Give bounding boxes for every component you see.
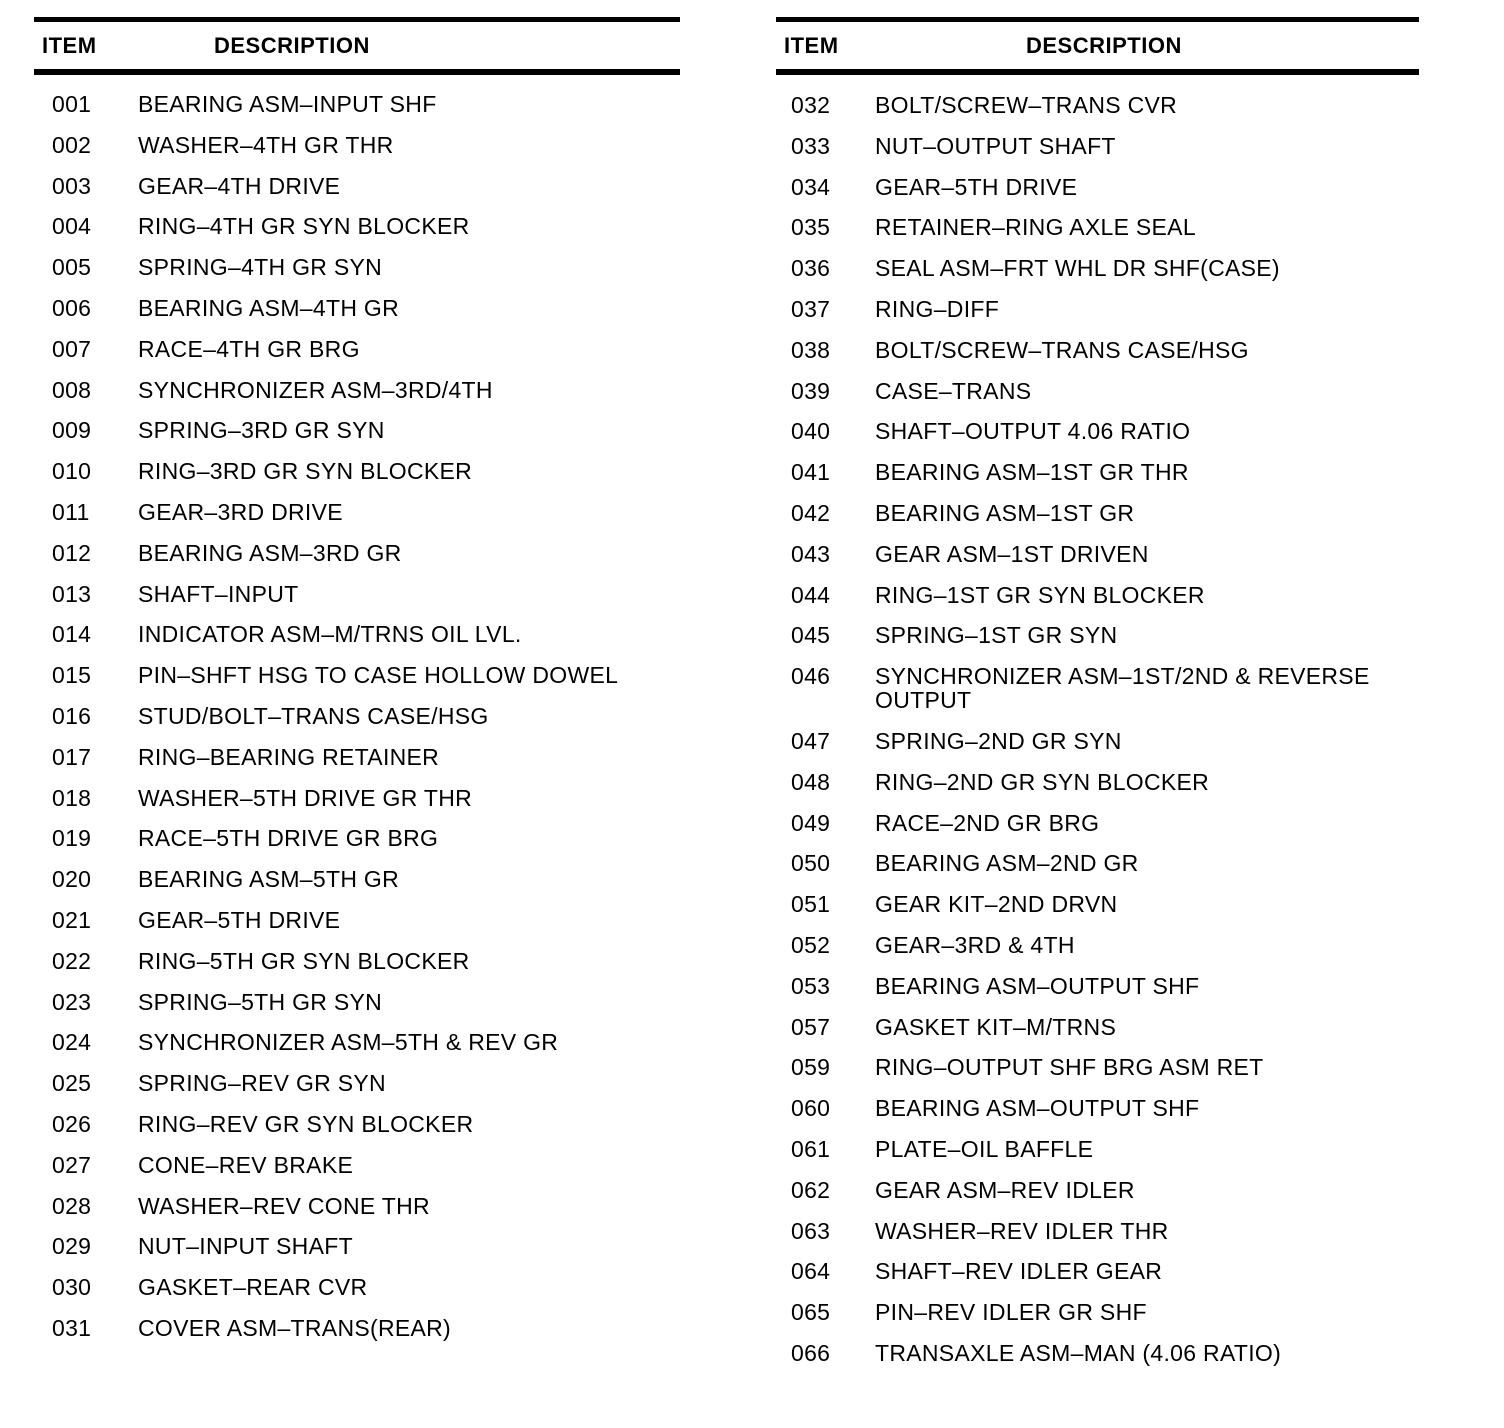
- table-top-rule: [34, 17, 680, 22]
- item-description: RACE–2ND GR BRG: [875, 809, 1100, 836]
- table-row: [776, 1219, 1419, 1243]
- item-number: 020: [52, 866, 92, 893]
- item-column-header: ITEM: [784, 33, 839, 58]
- table-row: [776, 297, 1419, 321]
- item-number: 040: [791, 418, 831, 445]
- item-description: SPRING–4TH GR SYN: [138, 254, 383, 281]
- table-row: [776, 933, 1419, 957]
- item-description: CASE–TRANS: [875, 377, 1032, 404]
- item-number: 014: [52, 621, 92, 648]
- item-number: 045: [791, 622, 831, 649]
- item-description: COVER ASM–TRANS(REAR): [138, 1314, 452, 1341]
- item-description: BEARING ASM–1ST GR THR: [875, 459, 1189, 486]
- table-row: [34, 1194, 680, 1218]
- item-description: GEAR–5TH DRIVE: [138, 906, 341, 933]
- table-row: [776, 974, 1419, 998]
- table-row: [776, 851, 1419, 875]
- table-row: [776, 1259, 1419, 1283]
- item-description: WASHER–REV IDLER THR: [875, 1217, 1169, 1244]
- item-number: 010: [52, 458, 92, 485]
- table-row: [34, 378, 680, 402]
- item-number: 047: [791, 727, 831, 754]
- table-row: [776, 542, 1419, 566]
- item-number: 035: [791, 214, 831, 241]
- item-number: 032: [791, 92, 831, 118]
- item-description: BEARING ASM–1ST GR: [875, 499, 1135, 526]
- item-number: 018: [52, 784, 92, 811]
- table-row: [34, 990, 680, 1014]
- item-number: 063: [791, 1217, 831, 1244]
- table-row: [34, 1234, 680, 1258]
- item-number: 029: [52, 1233, 92, 1260]
- table-row: [776, 1341, 1419, 1365]
- item-number: 012: [52, 539, 92, 566]
- item-number: 022: [52, 947, 92, 974]
- item-description: SHAFT–REV IDLER GEAR: [875, 1258, 1163, 1285]
- item-description: RING–5TH GR SYN BLOCKER: [138, 947, 470, 974]
- item-number: 064: [791, 1258, 831, 1285]
- table-top-rule: [776, 17, 1419, 22]
- table-row: [34, 1071, 680, 1095]
- item-number: 007: [52, 335, 92, 362]
- item-description: SYNCHRONIZER ASM–1ST/2ND & REVERSE OUTPUT: [875, 663, 1377, 714]
- table-row: [776, 1137, 1419, 1161]
- item-description: GEAR–5TH DRIVE: [875, 173, 1078, 200]
- table-row: [34, 541, 680, 565]
- item-number: 061: [791, 1135, 831, 1162]
- item-number: 021: [52, 906, 92, 933]
- item-number: 002: [52, 131, 92, 158]
- item-number: 050: [791, 850, 831, 877]
- item-description: RING–4TH GR SYN BLOCKER: [138, 213, 470, 240]
- item-number: 016: [52, 702, 92, 729]
- parts-list-left: [34, 92, 680, 1357]
- item-number: 015: [52, 662, 92, 689]
- item-description: RACE–4TH GR BRG: [138, 335, 360, 362]
- item-description: RETAINER–RING AXLE SEAL: [875, 214, 1196, 241]
- table-row: [776, 892, 1419, 916]
- item-description: RACE–5TH DRIVE GR BRG: [138, 825, 439, 852]
- item-number: 037: [791, 295, 831, 322]
- table-row: [34, 174, 680, 198]
- table-row: [34, 1112, 680, 1136]
- item-number: 065: [791, 1299, 831, 1326]
- item-number: 006: [52, 294, 92, 321]
- table-row: [34, 1275, 680, 1299]
- item-number: 046: [791, 663, 831, 690]
- table-row: [34, 337, 680, 361]
- table-row: [34, 745, 680, 769]
- item-number: 025: [52, 1070, 92, 1097]
- item-number: 062: [791, 1176, 831, 1203]
- item-description: RING–2ND GR SYN BLOCKER: [875, 768, 1210, 795]
- table-row: [776, 256, 1419, 280]
- item-number: 031: [52, 1314, 92, 1341]
- item-description: SEAL ASM–FRT WHL DR SHF(CASE): [875, 255, 1280, 282]
- table-row: [776, 664, 1419, 712]
- item-number: 019: [52, 825, 92, 852]
- item-description: GASKET KIT–M/TRNS: [875, 1013, 1117, 1040]
- item-number: 005: [52, 254, 92, 281]
- table-row: [34, 1030, 680, 1054]
- description-column-header: DESCRIPTION: [1026, 33, 1182, 58]
- table-row: [34, 133, 680, 157]
- item-description: BEARING ASM–INPUT SHF: [138, 91, 437, 117]
- item-description: NUT–OUTPUT SHAFT: [875, 132, 1116, 159]
- table-row: [34, 296, 680, 320]
- item-description: SHAFT–OUTPUT 4.06 RATIO: [875, 418, 1191, 445]
- item-number: 036: [791, 255, 831, 282]
- item-number: 026: [52, 1110, 92, 1137]
- item-number: 011: [52, 498, 90, 525]
- item-description: SHAFT–INPUT: [138, 580, 299, 607]
- item-description: GEAR KIT–2ND DRVN: [875, 891, 1118, 918]
- item-description: RING–DIFF: [875, 295, 1000, 322]
- item-description: BEARING ASM–2ND GR: [875, 850, 1139, 877]
- item-description: SYNCHRONIZER ASM–3RD/4TH: [138, 376, 493, 403]
- item-number: 041: [791, 459, 831, 486]
- table-row: [776, 623, 1419, 647]
- header-bottom-rule: [776, 69, 1419, 75]
- table-row: [34, 500, 680, 524]
- table-row: [34, 1316, 680, 1340]
- table-row: [34, 622, 680, 646]
- item-description: BOLT/SCREW–TRANS CVR: [875, 92, 1178, 118]
- table-row: [776, 1096, 1419, 1120]
- item-number: 039: [791, 377, 831, 404]
- item-number: 009: [52, 417, 92, 444]
- item-number: 017: [52, 743, 92, 770]
- table-row: [34, 255, 680, 279]
- item-description: TRANSAXLE ASM–MAN (4.06 RATIO): [875, 1339, 1282, 1366]
- item-number: 043: [791, 540, 831, 567]
- item-description: BEARING ASM–4TH GR: [138, 294, 400, 321]
- item-description: INDICATOR ASM–M/TRNS OIL LVL.: [138, 621, 522, 648]
- item-description: CONE–REV BRAKE: [138, 1151, 354, 1178]
- table-row: [34, 663, 680, 687]
- table-row: [34, 867, 680, 891]
- table-row: [776, 379, 1419, 403]
- item-number: 044: [791, 581, 831, 608]
- table-row: [776, 93, 1419, 117]
- item-description: PIN–SHFT HSG TO CASE HOLLOW DOWEL: [138, 662, 619, 689]
- item-description: GEAR–3RD DRIVE: [138, 498, 343, 525]
- table-row: [776, 1178, 1419, 1202]
- item-description: BEARING ASM–OUTPUT SHF: [875, 1095, 1200, 1122]
- table-row: [776, 460, 1419, 484]
- item-description: SPRING–5TH GR SYN: [138, 988, 383, 1015]
- parts-list-right: [776, 93, 1419, 1382]
- item-number: 004: [52, 213, 92, 240]
- table-row: [776, 338, 1419, 362]
- item-number: 049: [791, 809, 831, 836]
- table-row: [776, 501, 1419, 525]
- item-description: SPRING–REV GR SYN: [138, 1070, 386, 1097]
- item-number: 033: [791, 132, 831, 159]
- item-number: 008: [52, 376, 92, 403]
- item-number: 042: [791, 499, 831, 526]
- item-number: 059: [791, 1054, 831, 1081]
- item-number: 052: [791, 931, 831, 958]
- table-row: [776, 729, 1419, 753]
- item-number: 023: [52, 988, 92, 1015]
- item-description: PIN–REV IDLER GR SHF: [875, 1299, 1147, 1326]
- item-number: 027: [52, 1151, 92, 1178]
- item-description: SPRING–2ND GR SYN: [875, 727, 1122, 754]
- item-description: PLATE–OIL BAFFLE: [875, 1135, 1094, 1162]
- item-description: WASHER–4TH GR THR: [138, 131, 394, 158]
- table-row: [776, 770, 1419, 794]
- item-number: 024: [52, 1029, 92, 1056]
- item-number: 034: [791, 173, 831, 200]
- description-column-header: DESCRIPTION: [214, 33, 370, 58]
- item-description: GEAR ASM–1ST DRIVEN: [875, 540, 1149, 567]
- table-row: [776, 1055, 1419, 1079]
- item-description: STUD/BOLT–TRANS CASE/HSG: [138, 702, 489, 729]
- table-row: [34, 459, 680, 483]
- table-row: [776, 1015, 1419, 1039]
- item-description: RING–BEARING RETAINER: [138, 743, 440, 770]
- table-row: [34, 826, 680, 850]
- table-row: [776, 175, 1419, 199]
- item-number: 028: [52, 1192, 92, 1219]
- item-description: RING–3RD GR SYN BLOCKER: [138, 458, 473, 485]
- table-row: [34, 582, 680, 606]
- table-row: [776, 215, 1419, 239]
- item-description: SPRING–3RD GR SYN: [138, 417, 385, 444]
- table-row: [776, 583, 1419, 607]
- item-description: BOLT/SCREW–TRANS CASE/HSG: [875, 336, 1249, 363]
- item-number: 001: [52, 91, 92, 117]
- item-number: 053: [791, 972, 831, 999]
- table-row: [34, 1153, 680, 1177]
- item-column-header: ITEM: [42, 33, 97, 58]
- item-description: GEAR–4TH DRIVE: [138, 172, 341, 199]
- item-description: RING–OUTPUT SHF BRG ASM RET: [875, 1054, 1264, 1081]
- item-description: NUT–INPUT SHAFT: [138, 1233, 353, 1260]
- table-row: [776, 1300, 1419, 1324]
- item-number: 013: [52, 580, 92, 607]
- item-number: 057: [791, 1013, 831, 1040]
- item-number: 003: [52, 172, 92, 199]
- table-row: [34, 92, 680, 116]
- table-row: [34, 908, 680, 932]
- table-row: [34, 418, 680, 442]
- item-description: RING–REV GR SYN BLOCKER: [138, 1110, 474, 1137]
- item-number: 030: [52, 1274, 92, 1301]
- item-description: SYNCHRONIZER ASM–5TH & REV GR: [138, 1029, 559, 1056]
- item-description: BEARING ASM–3RD GR: [138, 539, 402, 566]
- item-description: WASHER–5TH DRIVE GR THR: [138, 784, 473, 811]
- table-row: [34, 704, 680, 728]
- table-row: [34, 786, 680, 810]
- item-description: RING–1ST GR SYN BLOCKER: [875, 581, 1205, 608]
- table-row: [34, 949, 680, 973]
- table-row: [34, 214, 680, 238]
- item-number: 060: [791, 1095, 831, 1122]
- item-description: BEARING ASM–5TH GR: [138, 866, 400, 893]
- item-description: GEAR ASM–REV IDLER: [875, 1176, 1135, 1203]
- table-row: [776, 419, 1419, 443]
- item-description: SPRING–1ST GR SYN: [875, 622, 1118, 649]
- item-number: 048: [791, 768, 831, 795]
- table-row: [776, 134, 1419, 158]
- item-number: 051: [791, 891, 831, 918]
- item-number: 066: [791, 1339, 831, 1366]
- item-description: GEAR–3RD & 4TH: [875, 931, 1075, 958]
- item-description: WASHER–REV CONE THR: [138, 1192, 430, 1219]
- item-number: 038: [791, 336, 831, 363]
- item-description: BEARING ASM–OUTPUT SHF: [875, 972, 1200, 999]
- item-description: GASKET–REAR CVR: [138, 1274, 368, 1301]
- header-bottom-rule: [34, 69, 680, 75]
- table-row: [776, 811, 1419, 835]
